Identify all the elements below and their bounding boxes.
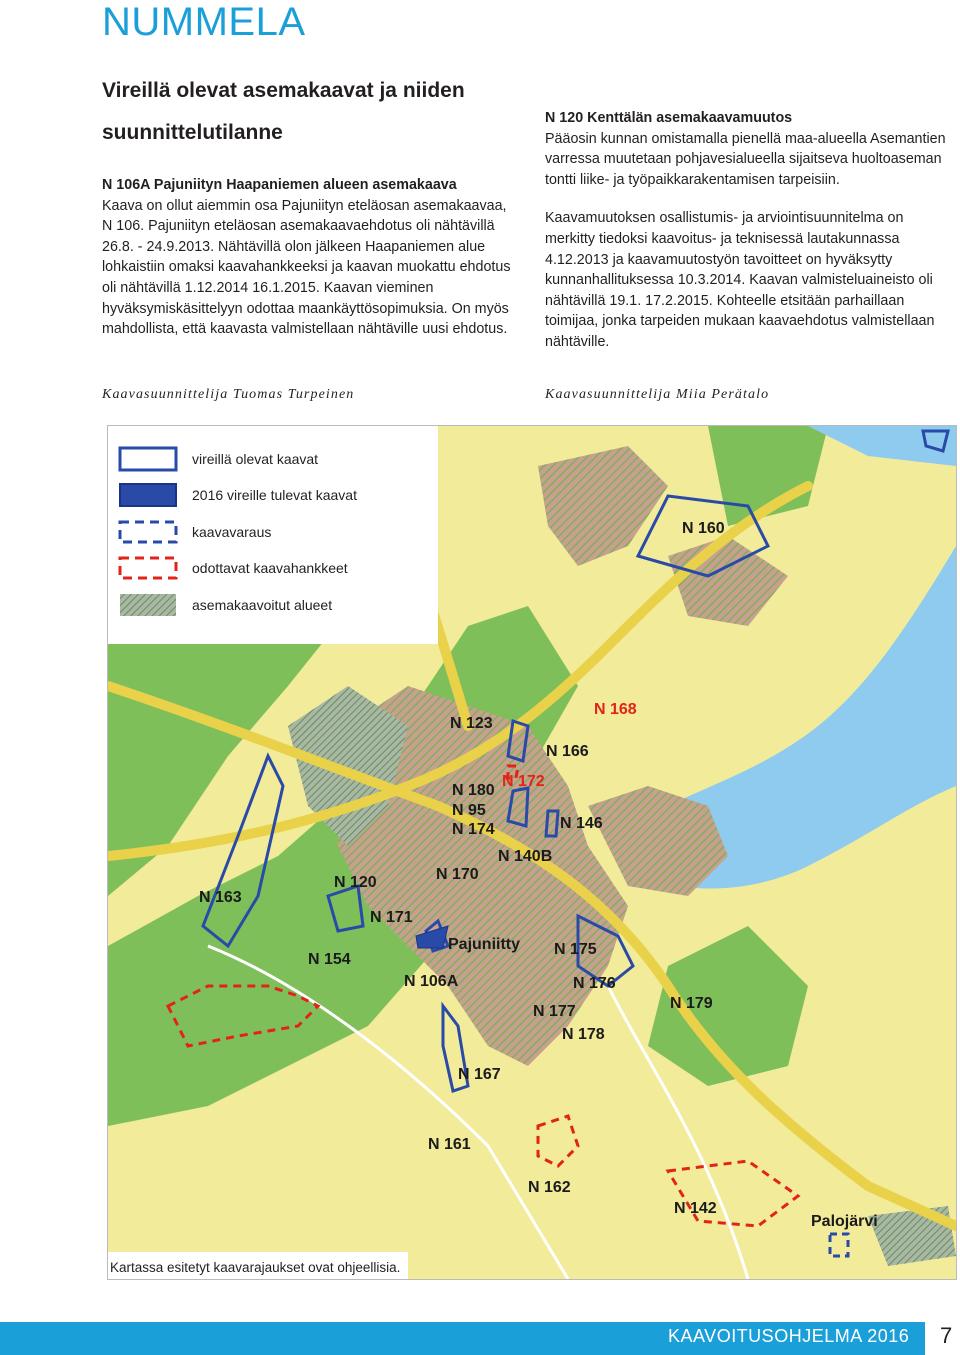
label-n162: N 162: [528, 1179, 571, 1196]
left-heading: N 106A Pajuniityn Haapaniemen alueen asemakaava: [102, 177, 457, 193]
label-n106a: N 106A: [404, 973, 459, 990]
label-pajuniitty: Pajuniitty: [448, 936, 521, 953]
label-n167: N 167: [458, 1066, 501, 1083]
label-n174: N 174: [452, 821, 495, 838]
legend-label-active: vireillä olevat kaavat: [192, 451, 319, 467]
label-n161: N 161: [428, 1136, 471, 1153]
legend-label-2016: 2016 vireille tulevat kaavat: [192, 487, 357, 503]
label-n170: N 170: [436, 866, 479, 883]
page-title: NUMMELA: [102, 0, 306, 44]
legend-swatch-hatched: [120, 594, 176, 616]
label-n176: N 176: [573, 975, 616, 992]
label-n178: N 178: [562, 1026, 605, 1043]
section-subtitle: Vireillä olevat asemakaavat ja niiden suunnittelutilanne: [102, 79, 465, 144]
legend-swatch-filled: [120, 484, 176, 506]
label-n123: N 123: [450, 715, 493, 732]
left-column: [102, 175, 517, 358]
label-n177: N 177: [533, 1003, 576, 1020]
label-palojarvi: Palojärvi: [811, 1213, 878, 1230]
zoning-map: [107, 425, 957, 1280]
page-number: 7: [940, 1323, 953, 1348]
footer-label: KAAVOITUSOHJELMA 2016: [668, 1326, 910, 1346]
label-n95: N 95: [452, 802, 486, 819]
right-para-2: Kaavamuutoksen osallistumis- ja arviointisuunnitelma on merkitty tiedoksi kaavoitus- ja teknisessä lautakunnassa 4.12.2013 ja kaavamuutostyön tavoitteet on hyväksytty kunnanhallituksessa 10.3.2014. Kaavan valmisteluaineisto oli nähtävillä 19.1. 17.2.2015. Kohteelle etsitään parhaillaan toimijaa, jonka tarpeiden mukaan kaavaehdotus valmistellaan nähtäville.: [545, 210, 935, 350]
label-n140b: N 140B: [498, 848, 553, 865]
legend-label-pending: odottavat kaavahankkeet: [192, 560, 348, 576]
label-n142: N 142: [674, 1200, 717, 1217]
label-n179: N 179: [670, 995, 713, 1012]
credit-right: Kaavasuunnittelija Miia Perätalo: [545, 387, 770, 402]
label-n120: N 120: [334, 874, 377, 891]
label-n172: N 172: [502, 773, 545, 790]
right-para-1: Pääosin kunnan omistamalla pienellä maa-alueella Asemantien varressa muutetaan pohjavesialueella sijaitseva huoltoaseman tontti liike- ja työpaikkarakentamisen tarpeisiin.: [545, 130, 946, 188]
right-heading: N 120 Kenttälän asemakaavamuutos: [545, 110, 793, 126]
label-n166: N 166: [546, 743, 589, 760]
label-n160: N 160: [682, 520, 725, 537]
label-n154: N 154: [308, 951, 351, 968]
credit-left: Kaavasuunnittelija Tuomas Turpeinen: [102, 387, 355, 402]
label-n168: N 168: [594, 701, 637, 718]
legend-label-zoned: asemakaavoitut alueet: [192, 597, 333, 613]
label-n163: N 163: [199, 889, 242, 906]
map-note: Kartassa esitetyt kaavarajaukset ovat ohjeellisia.: [110, 1260, 401, 1275]
label-n180: N 180: [452, 782, 495, 799]
left-body: Kaava on ollut aiemmin osa Pajuniityn eteläosan asemakaavaa, N 106. Pajuniityn eteläosan asemakaavaehdotus oli nähtävillä 26.8. - 24.9.2013. Nähtävillä olon jälkeen Haapaniemen alue lohkaistiin omaksi kaavahankkeeksi ja kaavan muokattu ehdotus oli nähtävillä 1.12.2014 16.1.2015. Kaavan vieminen hyväksymiskäsittelyyn odottaa maankäyttösopimuksia. On myös mahdollista, että kaavasta valmistellaan nähtäville uusi ehdotus.: [102, 197, 511, 338]
label-n171: N 171: [370, 909, 413, 926]
legend-label-reservation: kaavavaraus: [192, 524, 272, 540]
label-n146: N 146: [560, 815, 603, 832]
right-column: [545, 108, 955, 371]
label-n175: N 175: [554, 941, 597, 958]
